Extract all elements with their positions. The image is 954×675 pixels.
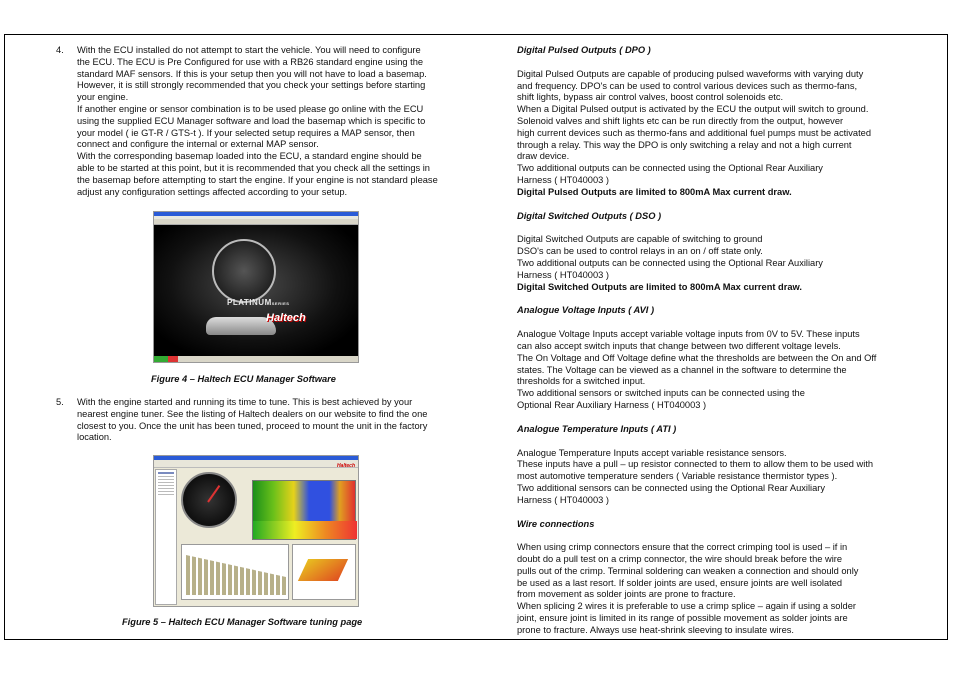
left-column (56, 45, 476, 198)
wire-heading: Wire connections (517, 518, 595, 529)
dpo-text: Digital Pulsed Outputs are capable of producing pulsed waveforms with varying duty and frequency. DPO's can be used to control various devices such as thermo-fans, shift lights, bypass air control valves, boost control solenoids etc. When a Digital Pulsed output is activated by the ECU the output will switch to ground. Solenoid valves and shift lights etc can be run directly from the output, however high current devices such as thermo-fans and additional fuel pumps must be activated through a relay. This way the DPO is only switching a relay and not a high current draw device. Two additional outputs can be connected using the Optional Rear Auxiliary Harness ( HT040003 ) Digital Pulsed Outputs are limited to 800mA Max current draw. (517, 68, 871, 197)
bar-graph (181, 544, 289, 600)
channel-tree (155, 469, 177, 605)
step-number: 5. (56, 397, 64, 407)
ati-text: Analogue Temperature Inputs accept variable resistance sensors. These inputs have a pull – up resistor connected to them to allow them to be used with most automotive temperature senders ( Variable resistance thermistor types ). Two additional sensors can be connected using the Optional Rear Auxiliary Harness ( HT040003 ) (517, 447, 874, 505)
dpo-limit: Digital Pulsed Outputs are limited to 800mA Max current draw. (517, 186, 792, 197)
dso-text: Digital Switched Outputs are capable of switching to ground DSO's can be used to control relays in an on / off state only. Two additional outputs can be connected using the Optional Rear Auxiliary Harness ( HT040003 ) Digital Switched Outputs are limited to 800mA Max current draw. (517, 234, 823, 292)
right-column (517, 45, 917, 637)
haltech-logo: Haltech (266, 312, 306, 324)
dso-heading: Digital Switched Outputs ( DSO ) (517, 210, 662, 221)
brand-text: Haltech (336, 463, 355, 469)
step-5 (56, 397, 476, 444)
3d-surface-graph (292, 544, 356, 600)
step-4 (56, 45, 476, 198)
figure-4-caption: Figure 4 – Haltech ECU Manager Software (151, 374, 336, 384)
figure-5-caption: Figure 5 – Haltech ECU Manager Software tuning page (122, 617, 363, 627)
avi-text: Analogue Voltage Inputs accept variable voltage inputs from 0V to 5V. These inputs can also accept switch inputs that change between two different voltage levels. The On Voltage and Off Voltage define what the thresholds are between the On and Off states. The Voltage can be viewed as a channel in the software to determine the thresholds for a switched input. Two additional sensors or switched inputs can be connected using the Optional Rear Auxiliary Harness ( HT040003 ) (517, 329, 877, 410)
dso-limit: Digital Switched Outputs are limited to 800mA Max current draw. (517, 281, 802, 292)
figure-5-screenshot (153, 455, 359, 607)
ati-heading: Analogue Temperature Inputs ( ATI ) (517, 423, 677, 434)
dpo-heading: Digital Pulsed Outputs ( DPO ) (517, 45, 651, 55)
step-number: 4. (56, 45, 64, 55)
toolbar (154, 460, 358, 468)
gauge-graphic (212, 239, 276, 303)
step-4-text: With the ECU installed do not attempt to start the vehicle. You will need to configure the ECU. The ECU is Pre Configured for use with a RB26 standard engine using the standard MAF sensors. If this is your setup then you will not have to load a basemap. However, it is still strongly recommended that you check your settings before starting your engine. If another engine or sensor combination is to be used please go online with the ECU using the supplied ECU Manager software and load the basemap which is specific to your model ( ie GT-R / GTS-t ). If your selected setup requires a MAP sensor, then connect and configure the internal or external MAP sensor. With the corresponding basemap loaded into the ECU, a standard engine should be able to be started at this point, but it is recommended that you check all the settings in the basemap before attempting to start the engine. If your engine is not standard please adjust any configuration settings affected according to your setup. (77, 45, 438, 197)
fuel-map-table (252, 480, 356, 540)
step-5-text: With the engine started and running its time to tune. This is best achieved by your nearest engine tuner. See the listing of Haltech dealers on our website to find the one closest to you. Once the unit has been tuned, proceed to mount the unit in the factory location. (77, 397, 428, 443)
figure-4-screenshot (153, 211, 359, 363)
splash-area (154, 225, 359, 356)
platinum-logo: PLATINUMSERIES (227, 298, 290, 307)
rpm-gauge (181, 472, 237, 528)
status-bar (154, 356, 359, 362)
left-column-lower (56, 397, 476, 444)
avi-heading: Analogue Voltage Inputs ( AVI ) (517, 305, 655, 316)
wire-text: When using crimp connectors ensure that the correct crimping tool is used – if in doubt do a pull test on a crimp connector, the wire should break before the wire pulls out of the crimp. Terminal soldering can weaken a connection and should only be used as a last resort. If solder joints are used, ensure joints are well isolated from movement as solder joints are prone to fracture. When splicing 2 wires it is preferable to use a crimp splice – again if using a solder joint, ensure joint is limited in its range of possible movement as solder joints are prone to fracture. Always use heat-shrink sleeving to insulate wires. (517, 542, 859, 635)
